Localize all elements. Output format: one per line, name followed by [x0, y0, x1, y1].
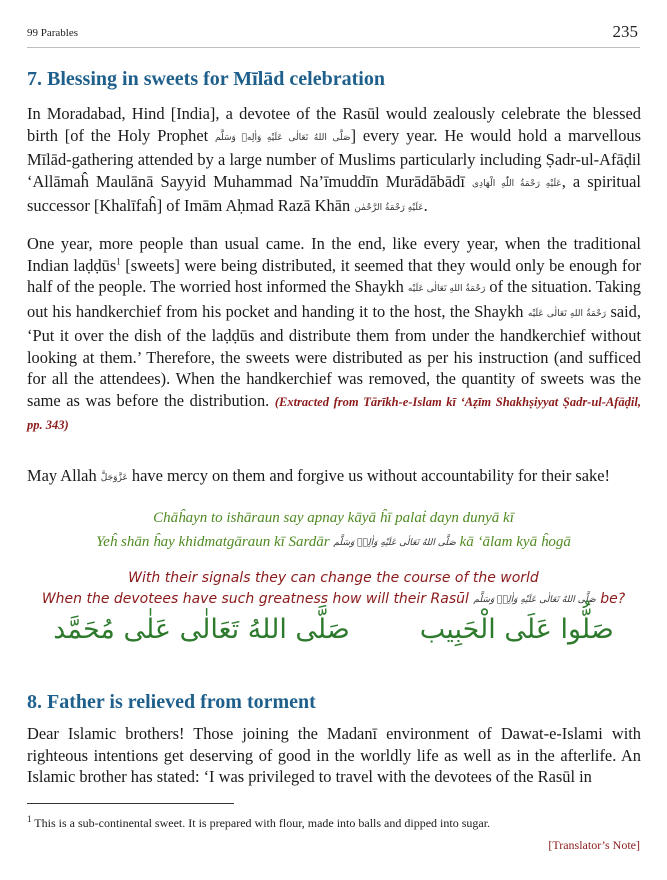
- footnote-text: This is a sub-continental sweet. It is prepared with flour, made into balls and dipped into sugar.: [31, 816, 491, 830]
- translator-note: [Translator’s Note]: [548, 838, 640, 852]
- salat-calligraphy-line: [0, 614, 667, 645]
- footnote: [27, 816, 490, 831]
- salawat-calligraphy: صَلَّى اللهُ تَعَالٰى عَلَيْهِ وَاٰلِهٖ وَسَلَّم: [473, 595, 596, 605]
- verse-translation-1: With their signals they can change the course of the world: [128, 570, 539, 586]
- text: have mercy on them and forgive us without accountability for their sake!: [127, 466, 610, 485]
- text: May Allah: [27, 466, 101, 485]
- text: Yeĥ shān ĥay khidmatgāraun kī Sardār: [96, 534, 334, 550]
- text: be?: [595, 591, 626, 607]
- salawat-calligraphy: صَلَّى اللهُ تَعَالٰى عَلَيْهِ وَاٰلِهٖ وَسَلَّم: [215, 132, 351, 143]
- page-number: 235: [612, 22, 638, 41]
- dua-calligraphy: رَحْمَةُ اللهِ تَعَالٰى عَلَيْه: [407, 284, 486, 294]
- section-7-paragraph-3: [27, 465, 641, 490]
- text: One year, more people than usual came. In the end, like every year, when the traditional Indian laḍḍūs: [27, 234, 641, 275]
- dua-calligraphy: عَلَيْهِ رَحْمَةُ اللّٰهِ الْهَادِى: [472, 178, 562, 189]
- verse-translation-2: [0, 591, 667, 607]
- text: of the situation. Taking out his handkerchief from his pocket and handing it to the host, the Shaykh: [27, 277, 641, 321]
- azza-wajal-calligraphy: عَزَّوَجَلَّ: [100, 473, 128, 483]
- sallallahu-ala-muhammad: صَلَّى اللهُ تَعَالٰى عَلٰى مُحَمَّد: [53, 614, 350, 645]
- salawat-calligraphy: صَلَّى اللهُ تَعَالٰى عَلَيْهِ وَاٰلِهٖ وَسَلَّم: [333, 538, 456, 548]
- footnote-divider: [27, 803, 234, 804]
- source-reference: (Extracted from Tārīkh-e-Islam kī ‘Aẓīm Shakhṣiyyat Ṣadr-ul-Afāḍil, pp. 343): [27, 394, 641, 432]
- section-8-heading: 8. Father is relieved from torment: [27, 691, 316, 713]
- running-header-title: 99 Parables: [27, 27, 79, 39]
- header-divider: [27, 47, 640, 48]
- text: [sweets] were being distributed, it seemed that they would only be enough for half of the people. The worried host informed the Shaykh: [27, 255, 642, 296]
- text: , a spiritual successor [Khalīfaĥ] of Imām Aḥmad Razā Khān: [27, 171, 641, 215]
- text: said, ‘Put it over the dish of the laḍḍūs and distribute them from under the handkerchief without looking at them.’ Therefore, the sweets were distributed as per his instruction (and sufficed for all the attendees). When the handkerchief was removed, the quantity of sweets was the same as was before the distribution.: [27, 301, 641, 410]
- footnote-marker: 1: [27, 814, 32, 824]
- verse-line-2: [0, 534, 667, 551]
- section-7-paragraph-2: [27, 233, 641, 437]
- text: When the devotees have such greatness how will their Rasūl: [41, 591, 474, 607]
- text: ] every year. He would hold a marvellous Mīlād-gathering attended by a large number of Muslims particularly including Ṣadr-ul-Afāḍil ‘Allāmaĥ Maulānā Sayyid Muhammad Na’īmuddīn Murādābādī: [27, 125, 641, 191]
- text: kā ‘ālam kyā ĥogā: [455, 534, 571, 550]
- dua-calligraphy: رَحْمَةُ اللهِ تَعَالٰى عَلَيْه: [527, 308, 607, 319]
- dua-calligraphy: عَلَيْهِ رَحْمَةُ الرَّحْمٰن: [354, 203, 424, 213]
- section-8-paragraph-1: Dear Islamic brothers! Those joining the Madanī environment of Dawat-e-Islami with righteous intentions get deserving of good in the worldly life as well as in the afterlife. An Islamic brother has stated: ‘I was privileged to travel with the devotees of the Rasūl in: [27, 724, 641, 786]
- section-7-paragraph-1: [27, 103, 641, 220]
- text: In Moradabad, Hind [India], a devotee of the Rasūl would zealously celebrate the blessed birth [of the Holy Prophet: [27, 104, 641, 145]
- verse-line-1: Chāĥayn to ishāraun say apnay kāyā ĥī palaṫ dayn dunyā kī: [153, 510, 514, 526]
- section-7-heading: 7. Blessing in sweets for Mīlād celebration: [27, 68, 385, 90]
- text: .: [423, 196, 428, 215]
- salu-alal-habib: صَلُّوا عَلَى الْحَبِيب: [419, 614, 614, 645]
- footnote-reference: 1: [116, 256, 121, 267]
